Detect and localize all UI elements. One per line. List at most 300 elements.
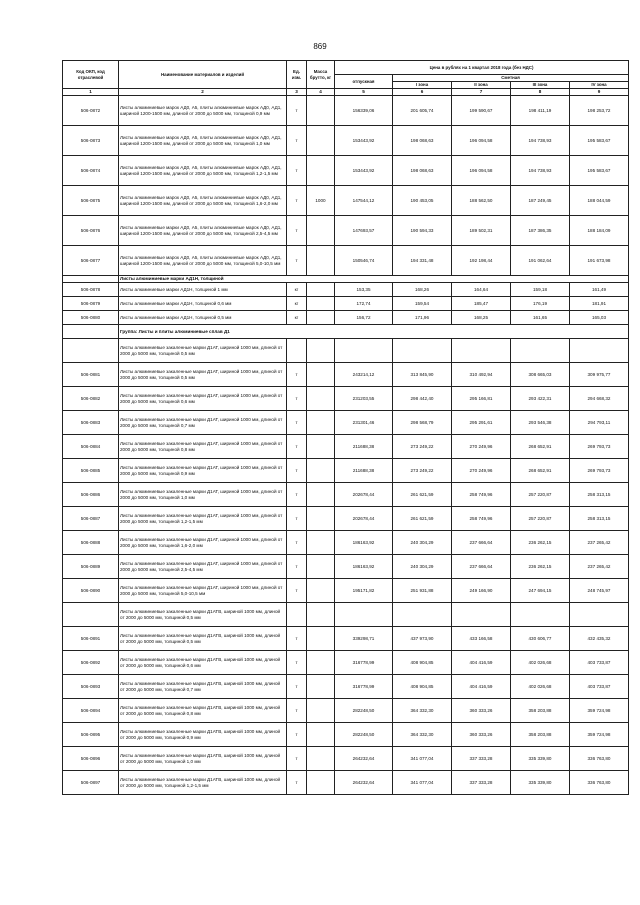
name-cell: Листы алюминиевые закаленные марки Д1АТ, шириной 1000 мм, длиной от 2000 до 5000 мм, толщиной 0,5 мм [119,339,287,363]
mass-cell [307,483,335,507]
table-row [63,126,629,156]
code-cell: 506-0892 [63,651,119,675]
table-row [63,186,629,216]
zone1-price-cell: 313 845,90 [393,363,452,387]
zone1-price-cell: 437 973,90 [393,627,452,651]
code-cell: 506-0894 [63,699,119,723]
zone2-price-cell: 168,25 [452,311,511,325]
zone1-price-cell: 341 077,04 [393,771,452,795]
release-price-cell [335,603,393,627]
zone1-price-cell: 298 568,79 [393,411,452,435]
mass-cell [307,283,335,297]
zone4-price-cell: 432 435,32 [570,627,629,651]
release-price-cell: 172,74 [335,297,393,311]
zone4-price-cell: 294 668,32 [570,387,629,411]
table-row [63,435,629,459]
zone4-price-cell: 403 733,87 [570,651,629,675]
zone1-price-cell: 261 621,59 [393,483,452,507]
mass-cell [307,156,335,186]
zone3-price-cell: 402 026,68 [511,651,570,675]
name-cell: Листы алюминиевые марок АД0, А5, плиты алюминиевые марок АД0, АД1, шириной 1200-1500 мм, длиной от 2000 до 5000 мм, толщиной 1,6-2,0 мм [119,186,287,216]
zone3-price-cell: 194 738,93 [511,126,570,156]
zone3-price-cell: 268 652,91 [511,459,570,483]
zone1-price-cell: 240 304,29 [393,555,452,579]
release-price-cell: 211688,38 [335,435,393,459]
unit-cell: т [287,459,307,483]
zone3-price-cell: 191 062,64 [511,246,570,276]
zone2-price-cell: 258 749,96 [452,507,511,531]
table-row [63,555,629,579]
name-cell: Листы алюминиевые закаленные марки Д1АТ, шириной 1000 мм, длиной от 2000 до 5000 мм, толщиной 0,6 мм [119,387,287,411]
code-cell: 506-0874 [63,156,119,186]
zone1-price-cell: 408 904,85 [393,675,452,699]
name-cell: Листы алюминиевые закаленные марки Д1АТ, шириной 1000 мм, длиной от 2000 до 5000 мм, толщиной 2,5-4,5 мм [119,555,287,579]
zone2-price-cell: 249 166,90 [452,579,511,603]
name-cell: Листы алюминиевые закаленные марки Д1АТ, шириной 1000 мм, длиной от 2000 до 5000 мм, толщиной 5,0-10,5 мм [119,579,287,603]
zone2-price-cell: 237 666,64 [452,555,511,579]
unit-cell [287,603,307,627]
table-row [63,531,629,555]
release-price-cell: 202678,44 [335,483,393,507]
code-cell: 506-0890 [63,579,119,603]
zone3-price-cell: 247 694,15 [511,579,570,603]
code-cell: 506-0875 [63,186,119,216]
code-cell: 506-0879 [63,297,119,311]
zone3-price-cell: 187 386,35 [511,216,570,246]
code-cell: 506-0880 [63,311,119,325]
zone2-price-cell: 199 590,67 [452,96,511,126]
code-cell: 506-0881 [63,363,119,387]
column-index: 5 [335,89,393,96]
header-estimate-price: Сметная [393,75,629,82]
name-cell: Листы алюминиевые закаленные марки Д1АТВ, шириной 1000 мм, длиной от 2000 до 5000 мм, толщиной 0,8 мм [119,699,287,723]
name-cell: Листы алюминиевые закаленные марки Д1АТ, шириной 1000 мм, длиной от 2000 до 5000 мм, толщиной 0,7 мм [119,411,287,435]
name-cell: Листы алюминиевые закаленные марки Д1АТВ, шириной 1000 мм, длиной от 2000 до 5000 мм, толщиной 1,2-1,5 мм [119,771,287,795]
table-row [63,771,629,795]
release-price-cell [335,339,393,363]
header-mass: Масса брутто, кг [307,61,335,89]
release-price-cell: 316778,99 [335,651,393,675]
zone3-price-cell: 293 422,31 [511,387,570,411]
zone4-price-cell: 188 044,59 [570,186,629,216]
release-price-cell: 202678,44 [335,507,393,531]
release-price-cell: 153443,92 [335,126,393,156]
unit-cell: т [287,579,307,603]
code-cell [63,339,119,363]
zone4-price-cell: 248 745,97 [570,579,629,603]
name-cell: Листы алюминиевые марки АД1Н, толщиной 1 мм [119,283,287,297]
table-row [63,651,629,675]
zone2-price-cell [452,603,511,627]
code-cell: 506-0897 [63,771,119,795]
unit-cell: т [287,747,307,771]
zone2-price-cell: 337 333,28 [452,747,511,771]
zone2-price-cell: 404 416,59 [452,651,511,675]
unit-cell: т [287,771,307,795]
zone3-price-cell: 358 203,88 [511,723,570,747]
table-row [63,311,629,325]
zone1-price-cell: 408 904,85 [393,651,452,675]
table-row [63,507,629,531]
zone3-price-cell: 161,65 [511,311,570,325]
mass-cell [307,339,335,363]
zone1-price-cell: 364 332,30 [393,699,452,723]
group-heading-row [63,276,629,283]
zone4-price-cell: 198 253,72 [570,96,629,126]
mass-cell [307,747,335,771]
code-cell: 506-0893 [63,675,119,699]
zone1-price-cell: 190 453,05 [393,186,452,216]
mass-cell [307,96,335,126]
zone3-price-cell: 257 220,87 [511,507,570,531]
mass-cell [307,387,335,411]
mass-cell [307,555,335,579]
zone2-price-cell: 188 562,50 [452,186,511,216]
table-row [63,459,629,483]
table-row [63,675,629,699]
zone1-price-cell: 168,26 [393,283,452,297]
zone2-price-cell: 164,64 [452,283,511,297]
name-cell: Листы алюминиевые закаленные марки Д1АТ, шириной 1000 мм, длиной от 2000 до 5000 мм, толщиной 1,6-2,0 мм [119,531,287,555]
name-cell: Листы алюминиевые марок АД0, А5, плиты алюминиевые марок АД0, АД1, шириной 1200-1500 мм, длиной от 2000 до 5000 мм, толщиной 5,0-10,5 мм [119,246,287,276]
zone4-price-cell: 161,49 [570,283,629,297]
unit-cell: т [287,483,307,507]
header-name: Наименование материалов и изделий [119,61,287,89]
unit-cell [287,339,307,363]
header-price-title: Цена в рублях на 1 квартал 2018 года (без НДС) [335,61,629,75]
header-code: Код ОКП, код отраслевой [63,61,119,89]
header-zone-4: IV зона [570,82,629,89]
zone3-price-cell: 176,19 [511,297,570,311]
name-cell: Листы алюминиевые закаленные марки Д1АТ, шириной 1000 мм, длиной от 2000 до 5000 мм, толщиной 0,8 мм [119,435,287,459]
mass-cell [307,651,335,675]
mass-cell [307,246,335,276]
name-cell: Листы алюминиевые закаленные марки Д1АТ, шириной 1000 мм, длиной от 2000 до 5000 мм, толщиной 0,9 мм [119,459,287,483]
name-cell: Листы алюминиевые марок АД0, А5, плиты алюминиевые марок АД0, АД1, шириной 1200-1500 мм, длиной от 2000 до 5000 мм, толщиной 1,2-1,5 мм [119,156,287,186]
table-row [63,216,629,246]
table-row [63,339,629,363]
mass-cell [307,531,335,555]
column-index: 3 [287,89,307,96]
zone2-price-cell: 295 166,81 [452,387,511,411]
group-heading: Листы алюминиевые марки АД1Н, толщиной [119,276,629,283]
table-row [63,387,629,411]
group-heading: Группа: Листы и плиты алюминиевые сплав Д1 [119,325,629,339]
header-zone-1: I зона [393,82,452,89]
zone4-price-cell: 237 265,42 [570,531,629,555]
zone2-price-cell: 433 166,58 [452,627,511,651]
unit-cell: кг [287,283,307,297]
zone3-price-cell: 257 220,87 [511,483,570,507]
zone4-price-cell: 359 724,98 [570,723,629,747]
release-price-cell: 153443,92 [335,156,393,186]
zone4-price-cell: 336 763,80 [570,747,629,771]
release-price-cell: 264232,64 [335,747,393,771]
zone3-price-cell: 308 665,03 [511,363,570,387]
table-body [63,96,629,795]
mass-cell [307,216,335,246]
zone2-price-cell: 258 749,96 [452,483,511,507]
zone1-price-cell: 273 249,22 [393,435,452,459]
zone2-price-cell: 360 333,26 [452,699,511,723]
name-cell: Листы алюминиевые закаленные марки Д1АТВ, шириной 1000 мм, длиной от 2000 до 5000 мм, толщиной 0,5 мм [119,603,287,627]
release-price-cell: 316778,99 [335,675,393,699]
zone4-price-cell: 309 975,77 [570,363,629,387]
release-price-cell: 150546,74 [335,246,393,276]
code-cell: 506-0887 [63,507,119,531]
unit-cell: т [287,435,307,459]
code-cell: 506-0889 [63,555,119,579]
zone1-price-cell: 201 605,74 [393,96,452,126]
zone2-price-cell: 196 094,58 [452,156,511,186]
zone3-price-cell: 198 411,19 [511,96,570,126]
unit-cell: т [287,246,307,276]
zone4-price-cell: 258 313,15 [570,507,629,531]
table-row [63,283,629,297]
unit-cell: т [287,651,307,675]
mass-cell [307,126,335,156]
mass-cell: 1000 [307,186,335,216]
zone1-price-cell: 240 304,29 [393,531,452,555]
release-price-cell: 282248,50 [335,699,393,723]
table-row [63,297,629,311]
zone3-price-cell [511,603,570,627]
unit-cell: т [287,387,307,411]
zone3-price-cell: 236 262,15 [511,531,570,555]
name-cell: Листы алюминиевые марок АД0, А5, плиты алюминиевые марок АД0, АД1, шириной 1200-1500 мм, длиной от 2000 до 5000 мм, толщиной 1,0 мм [119,126,287,156]
mass-cell [307,579,335,603]
header-zone-2: II зона [452,82,511,89]
unit-cell: т [287,723,307,747]
name-cell: Листы алюминиевые марки АД0, А5, плиты алюминиевые марок АД0, АД1, шириной 1200-1500 мм, длиной от 2000 до 5000 мм, толщиной 2,5-4,5 мм [119,216,287,246]
mass-cell [307,363,335,387]
mass-cell [307,603,335,627]
name-cell: Листы алюминиевые закаленные марки Д1АТВ, шириной 1000 мм, длиной от 2000 до 5000 мм, толщиной 0,5 мм [119,627,287,651]
unit-cell: т [287,156,307,186]
zone4-price-cell [570,339,629,363]
zone2-price-cell [452,339,511,363]
zone3-price-cell: 187 249,45 [511,186,570,216]
zone3-price-cell: 335 339,80 [511,747,570,771]
unit-cell: т [287,96,307,126]
release-price-cell: 147544,12 [335,186,393,216]
zone4-price-cell: 195 583,67 [570,156,629,186]
code-cell: 506-0888 [63,531,119,555]
zone4-price-cell: 258 313,15 [570,483,629,507]
code-cell: 506-0895 [63,723,119,747]
unit-cell: т [287,675,307,699]
code-cell: 506-0882 [63,387,119,411]
unit-cell: т [287,555,307,579]
table-row [63,156,629,186]
unit-cell: т [287,531,307,555]
zone2-price-cell: 270 249,96 [452,435,511,459]
zone1-price-cell: 261 621,59 [393,507,452,531]
group-code-cell [63,325,119,339]
zone4-price-cell: 188 184,09 [570,216,629,246]
zone1-price-cell: 194 331,48 [393,246,452,276]
name-cell: Листы алюминиевые марки АД1Н, толщиной 0,5 мм [119,311,287,325]
header-unit: Ед. изм. [287,61,307,89]
unit-cell: т [287,216,307,246]
column-index-row [63,89,629,96]
name-cell: Листы алюминиевые закаленные марки Д1АТ, шириной 1000 мм, длиной от 2000 до 5000 мм, толщиной 0,5 мм [119,363,287,387]
unit-cell: т [287,627,307,651]
release-price-cell: 282248,50 [335,723,393,747]
code-cell: 506-0878 [63,283,119,297]
zone1-price-cell: 159,54 [393,297,452,311]
mass-cell [307,411,335,435]
table-row [63,96,629,126]
zone4-price-cell [570,603,629,627]
column-index: 9 [570,89,629,96]
table-row [63,363,629,387]
zone2-price-cell: 196 094,58 [452,126,511,156]
code-cell: 506-0873 [63,126,119,156]
group-code-cell [63,276,119,283]
zone4-price-cell: 269 793,73 [570,459,629,483]
release-price-cell: 339298,71 [335,627,393,651]
zone4-price-cell: 191 673,98 [570,246,629,276]
column-index: 2 [119,89,287,96]
group-heading-row [63,325,629,339]
zone2-price-cell: 237 666,64 [452,531,511,555]
code-cell: 506-0886 [63,483,119,507]
release-price-cell: 231301,46 [335,411,393,435]
mass-cell [307,459,335,483]
zone3-price-cell: 430 606,77 [511,627,570,651]
mass-cell [307,627,335,651]
release-price-cell: 264232,64 [335,771,393,795]
column-index: 1 [63,89,119,96]
zone2-price-cell: 295 291,61 [452,411,511,435]
table-header [63,61,629,96]
unit-cell: т [287,699,307,723]
code-cell: 506-0885 [63,459,119,483]
mass-cell [307,723,335,747]
zone1-price-cell: 171,96 [393,311,452,325]
zone4-price-cell: 336 763,80 [570,771,629,795]
zone4-price-cell: 237 265,42 [570,555,629,579]
release-price-cell: 153,35 [335,283,393,297]
zone3-price-cell: 194 738,93 [511,156,570,186]
zone1-price-cell: 273 249,22 [393,459,452,483]
zone1-price-cell: 251 931,88 [393,579,452,603]
mass-cell [307,507,335,531]
release-price-cell: 243214,12 [335,363,393,387]
mass-cell [307,311,335,325]
zone1-price-cell [393,339,452,363]
zone4-price-cell: 294 793,11 [570,411,629,435]
zone3-price-cell: 268 652,91 [511,435,570,459]
zone3-price-cell: 293 546,38 [511,411,570,435]
release-price-cell: 186163,92 [335,531,393,555]
zone4-price-cell: 165,03 [570,311,629,325]
table-row [63,483,629,507]
column-index: 8 [511,89,570,96]
code-cell: 506-0876 [63,216,119,246]
table-row [63,627,629,651]
release-price-cell: 231203,55 [335,387,393,411]
zone2-price-cell: 310 492,94 [452,363,511,387]
zone2-price-cell: 270 249,96 [452,459,511,483]
name-cell: Листы алюминиевые закаленные марки Д1АТВ, шириной 1000 мм, длиной от 2000 до 5000 мм, толщиной 0,7 мм [119,675,287,699]
table-row [63,603,629,627]
release-price-cell: 156339,06 [335,96,393,126]
code-cell [63,603,119,627]
page-number: 869 [313,42,327,51]
unit-cell: т [287,126,307,156]
zone3-price-cell: 335 339,80 [511,771,570,795]
code-cell: 506-0896 [63,747,119,771]
zone4-price-cell: 359 724,98 [570,699,629,723]
zone3-price-cell [511,339,570,363]
name-cell: Листы алюминиевые марки АД1Н, толщиной 0,6 мм [119,297,287,311]
mass-cell [307,675,335,699]
table-row [63,411,629,435]
table-row [63,723,629,747]
zone2-price-cell: 192 198,44 [452,246,511,276]
unit-cell: кг [287,297,307,311]
column-index: 6 [393,89,452,96]
name-cell: Листы алюминиевые закаленные марки Д1АТ, шириной 1000 мм, длиной от 2000 до 5000 мм, толщиной 1,2-1,5 мм [119,507,287,531]
zone2-price-cell: 404 416,59 [452,675,511,699]
zone3-price-cell: 159,18 [511,283,570,297]
code-cell: 506-0884 [63,435,119,459]
zone1-price-cell: 298 442,40 [393,387,452,411]
zone1-price-cell: 198 068,63 [393,126,452,156]
code-cell: 506-0891 [63,627,119,651]
zone2-price-cell: 185,47 [452,297,511,311]
zone1-price-cell: 341 077,04 [393,747,452,771]
unit-cell: т [287,411,307,435]
name-cell: Листы алюминиевые закаленные марки Д1АТВ, шириной 1000 мм, длиной от 2000 до 5000 мм, толщиной 1,0 мм [119,747,287,771]
release-price-cell: 147693,57 [335,216,393,246]
zone4-price-cell: 403 733,87 [570,675,629,699]
code-cell: 506-0872 [63,96,119,126]
table-row [63,747,629,771]
unit-cell: т [287,363,307,387]
price-table [62,60,629,795]
zone2-price-cell: 337 333,28 [452,771,511,795]
release-price-cell: 211688,38 [335,459,393,483]
header-zone-3: III зона [511,82,570,89]
table-row [63,699,629,723]
unit-cell: кг [287,311,307,325]
zone3-price-cell: 358 203,88 [511,699,570,723]
mass-cell [307,699,335,723]
name-cell: Листы алюминиевые закаленные марки Д1АТ, шириной 1000 мм, длиной от 2000 до 5000 мм, толщиной 1,0 мм [119,483,287,507]
mass-cell [307,435,335,459]
header-release-price: отпускная [335,75,393,89]
column-index: 7 [452,89,511,96]
code-cell: 506-0883 [63,411,119,435]
release-price-cell: 156,72 [335,311,393,325]
name-cell: Листы алюминиевые марок АД0, А5, плиты алюминиевые марок АД0, АД1, шириной 1200-1500 мм, длиной от 2000 до 5000 мм, толщиной 0,9 мм [119,96,287,126]
release-price-cell: 195171,82 [335,579,393,603]
table-row [63,579,629,603]
release-price-cell: 186163,92 [335,555,393,579]
unit-cell: т [287,507,307,531]
unit-cell: т [287,186,307,216]
zone3-price-cell: 402 026,68 [511,675,570,699]
zone2-price-cell: 189 502,31 [452,216,511,246]
zone2-price-cell: 360 333,26 [452,723,511,747]
name-cell: Листы алюминиевые закаленные марки Д1АТВ, шириной 1000 мм, длиной от 2000 до 5000 мм, толщиной 0,6 мм [119,651,287,675]
zone4-price-cell: 181,91 [570,297,629,311]
table-row [63,246,629,276]
zone4-price-cell: 195 583,67 [570,126,629,156]
